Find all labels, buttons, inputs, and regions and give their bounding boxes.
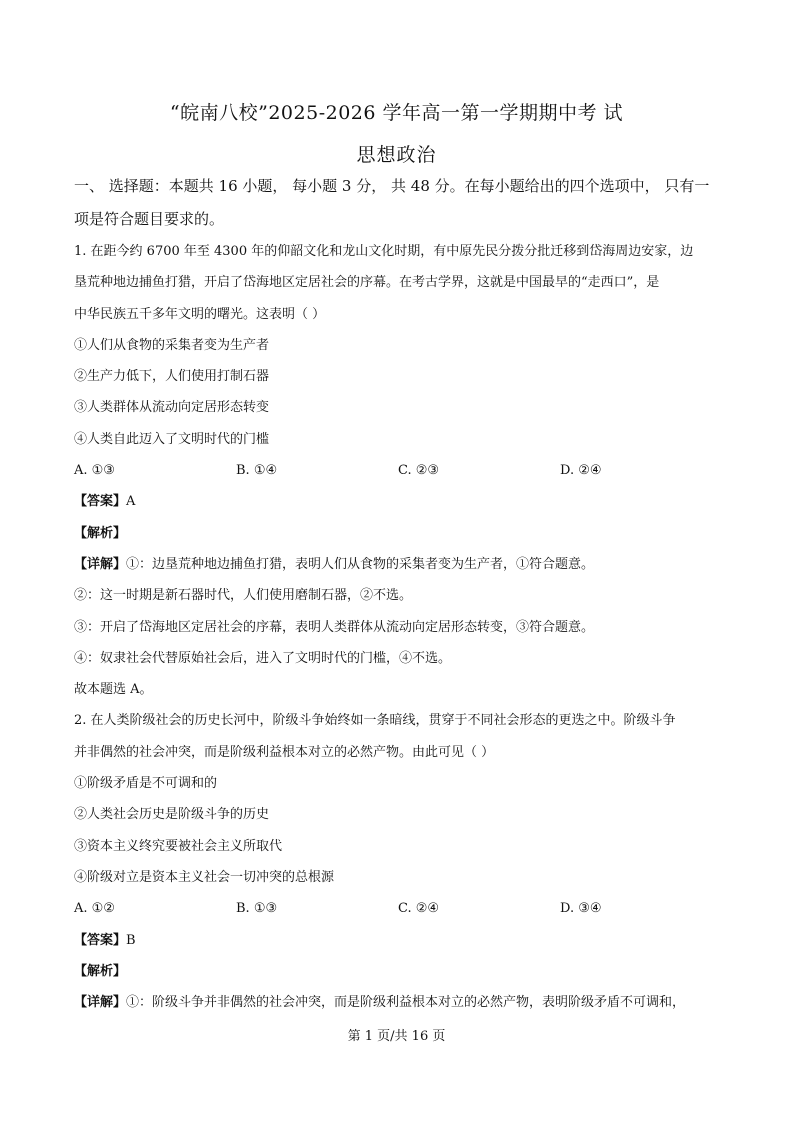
exam-title: “皖南八校”2025-2026 学年高一第一学期期中考 试	[169, 102, 624, 124]
answer-options	[74, 898, 724, 929]
question-stem-line: 垦荒种地边捕鱼打猎，开启了岱海地区定居社会的序幕。在考古学界，这就是中国最早的“走西口”，是	[74, 275, 660, 291]
question-stem-line: 2. 在人类阶级社会的历史长河中，阶级斗争始终如一条暗线，贯穿于不同社会形态的更迭之中。阶级斗争	[74, 713, 676, 729]
answer-line	[74, 930, 724, 961]
question-stem-line: 并非偶然的社会冲突，而是阶级利益根本对立的必然产物。由此可见（ ）	[74, 744, 495, 760]
answer-line	[74, 491, 724, 522]
answer-value: B	[126, 932, 136, 948]
detail-line	[74, 992, 724, 1023]
statement: ①人们从食物的采集者变为生产者	[74, 337, 270, 353]
detail-tag: 【详解】	[74, 995, 127, 1011]
option-c: C. ②④	[398, 901, 440, 917]
conclusion-line: 故本题选 A。	[74, 682, 153, 698]
statement: ②人类社会历史是阶级斗争的历史	[74, 807, 270, 823]
statement: ②生产力低下，人们使用打制石器	[74, 369, 270, 385]
question-stem-line: 1. 在距今约 6700 年至 4300 年的仰韶文化和龙山文化时期，有中原先民分拨分批迁移到岱海周边安家，边	[74, 244, 694, 259]
analysis-line	[74, 961, 724, 992]
option-a: A. ①②	[74, 901, 115, 917]
statement: ④阶级对立是资本主义社会一切冲突的总根源	[74, 869, 335, 885]
option-b: B. ①③	[236, 901, 278, 917]
question-stem-line: 中华民族五千多年文明的曙光。这表明（ ）	[74, 306, 326, 322]
detail-line: ②：这一时期是新石器时代，人们使用磨制石器，②不选。	[74, 588, 413, 604]
detail-text: ①：阶级斗争并非偶然的社会冲突，而是阶级利益根本对立的必然产物，表明阶级矛盾不可调和，	[126, 995, 686, 1011]
statement: ④人类自此迈入了文明时代的门槛	[74, 431, 270, 447]
detail-line: ③：开启了岱海地区定居社会的序幕，表明人类群体从流动向定居形态转变，③符合题意。	[74, 619, 595, 635]
detail-tag: 【详解】	[74, 556, 127, 572]
answer-tag: 【答案】	[74, 932, 127, 948]
question-1	[74, 241, 724, 710]
statement: ①阶级矛盾是不可调和的	[74, 776, 218, 792]
option-a: A. ①③	[74, 463, 115, 479]
page-number: 第 1 页/共 16 页	[347, 1029, 446, 1044]
statement: ③资本主义终究要被社会主义所取代	[74, 838, 283, 854]
analysis-tag: 【解析】	[74, 963, 127, 979]
exam-body	[74, 175, 724, 1023]
analysis-line	[74, 523, 724, 554]
option-d: D. ②④	[560, 463, 602, 479]
answer-value: A	[126, 494, 136, 510]
option-c: C. ②③	[398, 463, 440, 479]
detail-line	[74, 554, 724, 585]
answer-tag: 【答案】	[74, 494, 127, 510]
statement: ③人类群体从流动向定居形态转变	[74, 400, 270, 416]
exam-subject: 思想政治	[356, 144, 437, 166]
question-2	[74, 710, 724, 1023]
detail-line: ④：奴隶社会代替原始社会后，进入了文明时代的门槛，④不选。	[74, 650, 452, 666]
option-d: D. ③④	[560, 901, 602, 917]
analysis-tag: 【解析】	[74, 525, 127, 541]
detail-text: ①：边垦荒种地边捕鱼打猎，表明人们从食物的采集者变为生产者，①符合题意。	[126, 556, 595, 572]
section-heading-line-1: 一、 选择题：本题共 16 小题， 每小题 3 分， 共 48 分。在每小题给出的四个选项中， 只有一	[74, 177, 710, 195]
option-b: B. ①④	[236, 463, 278, 479]
section-heading-line-2: 项是符合题目要求的。	[74, 210, 225, 228]
answer-options	[74, 460, 724, 491]
